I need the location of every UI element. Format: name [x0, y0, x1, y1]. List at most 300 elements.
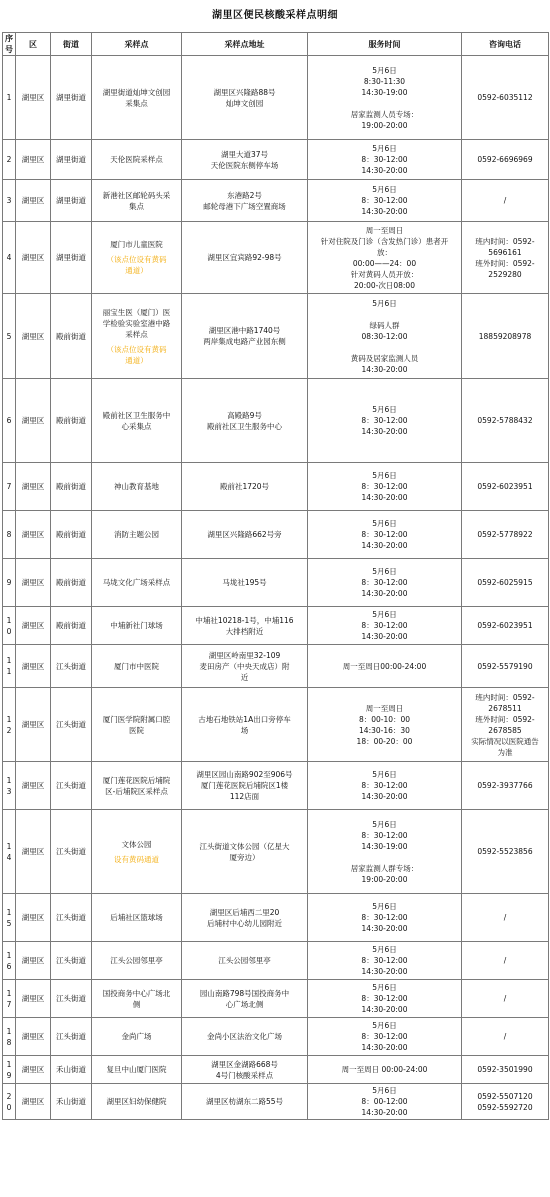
street-cell: 殿前街道 [51, 379, 92, 463]
service-time-line: 5月6日 [372, 1086, 397, 1095]
service-time-line: 居家监测人员专场： [350, 109, 419, 119]
row-number: 18 [3, 1018, 16, 1056]
service-time-line: 14:30-20:00 [361, 792, 408, 801]
site-name-line: 厦门市中医院 [114, 661, 159, 671]
site-cell [92, 607, 182, 645]
address-line: 殿前社区卫生服务中心 [207, 421, 282, 431]
street-cell: 江头街道 [51, 688, 92, 762]
page-title: 湖里区便民核酸采样点明细 [212, 10, 338, 21]
service-time-line: 8：30-12:00 [361, 530, 408, 539]
service-time-line: 14:30-20:00 [361, 924, 408, 933]
address-line: 112店面 [229, 792, 260, 801]
address-line: 灿坤文创园 [225, 98, 264, 108]
site-name-line: 文体公园 [121, 839, 152, 849]
phone-cell [462, 810, 549, 894]
address-cell [182, 294, 308, 379]
phone-cell [462, 607, 549, 645]
table-row [3, 894, 549, 942]
yellow-code-note: （该点位设有黄码 [106, 255, 167, 264]
col-header-site: 采样点 [92, 33, 182, 56]
street-cell: 殿前街道 [51, 294, 92, 379]
phone-cell [462, 294, 549, 379]
service-time-line: 19:00-20:00 [361, 120, 408, 130]
table-row [3, 511, 549, 559]
address-line: 近 [240, 672, 249, 682]
phone-line: 0592-5523856 [477, 847, 533, 856]
service-time-cell [308, 56, 462, 140]
address-line: 大排档附近 [225, 626, 264, 636]
district-cell: 湖里区 [16, 894, 51, 942]
address-line: 两岸集成电路产业园东侧 [203, 337, 286, 346]
address-line: 湖里区宜宾路92-98号 [207, 253, 282, 262]
site-name-line: 湖里区妇幼保健院 [106, 1097, 167, 1106]
row-number: 12 [3, 688, 16, 762]
street-cell: 江头街道 [51, 762, 92, 810]
address-cell [182, 810, 308, 894]
district-cell: 湖里区 [16, 1056, 51, 1084]
service-time-cell [308, 463, 462, 511]
address-line: 马垅社195号 [222, 578, 267, 587]
service-time-line: 14:30-20:00 [361, 1043, 408, 1052]
site-name-line: 金尚广场 [121, 1032, 152, 1041]
service-time-line: 8：30-12:00 [361, 830, 408, 840]
address-cell [182, 894, 308, 942]
phone-line: / [503, 913, 507, 922]
site-cell [92, 894, 182, 942]
street-cell: 湖里街道 [51, 222, 92, 294]
service-time-line: 8：30-12:00 [361, 781, 408, 790]
service-time-line: 5月6日 [372, 405, 397, 414]
col-header-service-time: 服务时间 [308, 33, 462, 56]
street-cell: 殿前街道 [51, 559, 92, 607]
phone-line: / [503, 994, 507, 1003]
site-name-line: 医院 [129, 725, 144, 735]
phone-line: 2678585 [488, 725, 522, 735]
phone-line: 0592-6035112 [477, 93, 533, 102]
service-time-line: 5月6日 [372, 519, 397, 528]
table-row [3, 1084, 549, 1120]
service-time-line: 8：30-12:00 [361, 482, 408, 491]
row-number: 2 [3, 140, 16, 180]
address-cell [182, 222, 308, 294]
address-line: 湖里区港中路1740号 [208, 326, 281, 335]
phone-line: 0592-6696969 [477, 155, 533, 164]
table-row [3, 294, 549, 379]
row-number: 8 [3, 511, 16, 559]
site-name-line: 湖里街道灿坤文创园 [102, 87, 171, 97]
service-time-line: 8：00-10：00 [358, 714, 411, 724]
service-time-line: 5月6日 [372, 819, 397, 829]
district-cell: 湖里区 [16, 1084, 51, 1120]
phone-line: 2678511 [488, 703, 522, 713]
service-time-cell [308, 980, 462, 1018]
address-line: 金尚小区法治文化广场 [207, 1032, 282, 1041]
service-time-line: 5月6日 [372, 770, 397, 779]
row-number: 7 [3, 463, 16, 511]
street-cell: 禾山街道 [51, 1056, 92, 1084]
site-name-line: 区-后埔院区采样点 [105, 786, 168, 796]
site-name-line: 丽宝生医（厦门）医 [102, 307, 171, 317]
table-row [3, 810, 549, 894]
site-name-line: 马垅文化广场采样点 [102, 578, 171, 587]
service-time-cell [308, 140, 462, 180]
service-time-line: 针对黄码人员开放： [350, 269, 419, 279]
service-time-cell [308, 688, 462, 762]
site-name-line: 厦门医学院附属口腔 [102, 714, 171, 724]
site-cell [92, 511, 182, 559]
district-cell: 湖里区 [16, 1018, 51, 1056]
district-cell: 湖里区 [16, 294, 51, 379]
site-name-line: 后埔社区篮球场 [110, 913, 163, 922]
address-line: 东港路2号 [227, 190, 262, 200]
line-spacer [310, 852, 459, 863]
phone-line: 0592-5788432 [477, 416, 533, 425]
phone-line: 0592-6023951 [477, 482, 533, 491]
site-name-line: 侧 [132, 999, 141, 1009]
header-row [3, 33, 549, 56]
site-name-line: 中埔新社门球场 [110, 621, 163, 630]
service-time-line: 8：00-12:00 [361, 1097, 408, 1106]
yellow-code-note: 通道） [125, 355, 148, 365]
site-cell [92, 942, 182, 980]
address-cell [182, 1056, 308, 1084]
address-line: 高殿路9号 [227, 410, 262, 420]
yellow-code-note: （该点位设有黄码 [106, 344, 167, 354]
site-name-line: 国投商务中心广场北 [102, 988, 171, 998]
service-time-line: 5月6日 [372, 1021, 397, 1030]
service-time-cell [308, 379, 462, 463]
address-line: 4号门核酸采样点 [215, 1070, 274, 1080]
phone-cell [462, 1056, 549, 1084]
site-cell [92, 559, 182, 607]
service-time-cell [308, 1084, 462, 1120]
site-cell [92, 379, 182, 463]
col-header-no: 序号 [3, 33, 16, 56]
district-cell: 湖里区 [16, 559, 51, 607]
phone-line: 0592-5507120 [477, 1091, 533, 1101]
street-cell: 江头街道 [51, 645, 92, 688]
service-time-line: 5月6日 [372, 567, 397, 576]
site-cell [92, 810, 182, 894]
service-time-line: 居家监测人群专场： [350, 863, 419, 873]
street-cell: 殿前街道 [51, 511, 92, 559]
service-time-line: 8：30-12:00 [361, 578, 408, 587]
address-line: 殿前社1720号 [219, 482, 270, 491]
address-line: 场 [240, 725, 249, 735]
col-header-phone: 咨询电话 [462, 33, 549, 56]
district-cell: 湖里区 [16, 762, 51, 810]
phone-cell [462, 379, 549, 463]
row-number: 14 [3, 810, 16, 894]
site-cell [92, 645, 182, 688]
service-time-line: 08:30-12:00 [361, 331, 408, 341]
address-cell [182, 762, 308, 810]
phone-cell [462, 140, 549, 180]
service-time-line: 14:30-20:00 [361, 632, 408, 641]
phone-cell [462, 180, 549, 222]
table-row [3, 222, 549, 294]
district-cell: 湖里区 [16, 56, 51, 140]
service-time-line: 14:30-20:00 [361, 1005, 408, 1014]
row-number: 16 [3, 942, 16, 980]
site-name-line: 厦门莲花医院后埔院 [102, 775, 171, 785]
address-line: 湖里区兴隆路88号 [213, 87, 276, 97]
address-line: 麦田房产（中央天成店）附 [199, 661, 290, 671]
service-time-line: 8：30-12:00 [361, 956, 408, 965]
row-number: 10 [3, 607, 16, 645]
street-cell: 湖里街道 [51, 180, 92, 222]
district-cell: 湖里区 [16, 140, 51, 180]
service-time-cell [308, 762, 462, 810]
row-number: 19 [3, 1056, 16, 1084]
address-line: 古地石地铁站1A出口旁停车 [198, 714, 291, 724]
phone-cell [462, 894, 549, 942]
site-name-line: 采样点 [125, 329, 148, 339]
service-time-line: 14:30-20:00 [361, 541, 408, 550]
phone-line: 5696161 [488, 247, 522, 257]
address-cell [182, 180, 308, 222]
row-number: 6 [3, 379, 16, 463]
service-time-cell [308, 559, 462, 607]
district-cell: 湖里区 [16, 379, 51, 463]
table-row [3, 1056, 549, 1084]
street-cell: 江头街道 [51, 894, 92, 942]
address-cell [182, 980, 308, 1018]
table-row [3, 980, 549, 1018]
table-row [3, 379, 549, 463]
street-cell: 江头街道 [51, 1018, 92, 1056]
address-line: 湖里大道37号 [220, 149, 269, 159]
table-row [3, 942, 549, 980]
address-line: 江头公园邻里亭 [218, 956, 271, 965]
address-cell [182, 140, 308, 180]
address-line: 湖里区兴隆路662号旁 [207, 530, 282, 539]
site-cell [92, 980, 182, 1018]
service-time-cell [308, 894, 462, 942]
phone-line: 0592-5592720 [477, 1102, 533, 1112]
phone-cell [462, 762, 549, 810]
table-body [3, 56, 549, 1120]
sampling-sites-table [2, 32, 549, 1120]
row-number: 5 [3, 294, 16, 379]
service-time-line: 周一至周日 [365, 225, 404, 235]
service-time-line: 5月6日 [372, 471, 397, 480]
service-time-line: 14:30-16：30 [359, 725, 410, 735]
phone-line: 0592-5778922 [477, 530, 533, 539]
table-row [3, 56, 549, 140]
phone-line: 18859208978 [478, 331, 532, 341]
address-cell [182, 559, 308, 607]
line-spacer [310, 98, 459, 109]
service-time-line: 14:30-20:00 [361, 1108, 408, 1117]
service-time-cell [308, 180, 462, 222]
yellow-code-note: 设有黄码通道 [114, 854, 159, 864]
col-header-address: 采样点地址 [182, 33, 308, 56]
site-cell [92, 762, 182, 810]
district-cell: 湖里区 [16, 180, 51, 222]
address-line: 心广场北侧 [225, 999, 264, 1009]
phone-line: / [503, 1032, 507, 1041]
service-time-cell [308, 222, 462, 294]
site-name-line: 天伦医院采样点 [110, 155, 163, 164]
address-line: 厦旁边） [229, 852, 260, 862]
service-time-line: 绿码人群 [369, 320, 400, 330]
phone-cell [462, 980, 549, 1018]
street-cell: 殿前街道 [51, 607, 92, 645]
phone-cell [462, 942, 549, 980]
phone-cell [462, 222, 549, 294]
site-cell [92, 56, 182, 140]
address-line: 湖里区岭南里32-109 [208, 650, 281, 660]
service-time-line: 5月6日 [372, 144, 397, 153]
table-row [3, 688, 549, 762]
service-time-line: 黄码及居家监测人员 [350, 353, 419, 363]
phone-cell [462, 511, 549, 559]
district-cell: 湖里区 [16, 511, 51, 559]
service-time-line: 20:00-次日08:00 [354, 280, 415, 290]
col-header-district: 区 [16, 33, 51, 56]
row-number: 4 [3, 222, 16, 294]
address-cell [182, 645, 308, 688]
service-time-line: 14:30-19:00 [361, 87, 408, 97]
phone-cell [462, 688, 549, 762]
service-time-line: 5月6日 [372, 610, 397, 619]
site-cell [92, 1056, 182, 1084]
street-cell: 江头街道 [51, 980, 92, 1018]
address-cell [182, 463, 308, 511]
district-cell: 湖里区 [16, 688, 51, 762]
service-time-cell [308, 607, 462, 645]
service-time-line: 14:30-20:00 [361, 166, 408, 175]
phone-line: 0592-3937766 [477, 781, 533, 790]
site-name-line: 新港社区邮轮码头采 [102, 190, 171, 200]
table-row [3, 180, 549, 222]
service-time-line: 14:30-20:00 [361, 967, 408, 976]
yellow-code-note: 通道） [125, 266, 148, 275]
phone-line: 实际情况以医院通告 [471, 736, 539, 746]
phone-cell [462, 645, 549, 688]
service-time-line: 18：00-20：00 [356, 736, 413, 746]
service-time-line: 5月6日 [372, 185, 397, 194]
service-time-line: 周一至周日 00:00-24:00 [341, 1065, 428, 1074]
phone-cell [462, 559, 549, 607]
address-line: 湖里区园山南路902至906号 [196, 770, 293, 779]
table-row [3, 645, 549, 688]
address-cell [182, 1018, 308, 1056]
address-line: 园山南路798号国投商务中 [199, 988, 290, 998]
site-name-line: 神山教育基地 [114, 482, 159, 491]
table-row [3, 762, 549, 810]
district-cell: 湖里区 [16, 222, 51, 294]
site-cell [92, 1084, 182, 1120]
address-line: 天伦医院东侧停车场 [210, 160, 279, 170]
phone-line: 班外时间：0592- [475, 258, 535, 268]
site-name-line: 江头公园邻里亭 [110, 956, 163, 965]
address-cell [182, 942, 308, 980]
service-time-line: 8：30-12:00 [361, 994, 408, 1003]
street-cell: 江头街道 [51, 810, 92, 894]
address-cell [182, 1084, 308, 1120]
site-name-line: 集点 [129, 201, 144, 211]
service-time-line: 14:30-20:00 [361, 493, 408, 502]
service-time-line: 8：30-12:00 [361, 196, 408, 205]
street-cell: 禾山街道 [51, 1084, 92, 1120]
phone-line: 2529280 [488, 269, 522, 279]
service-time-cell [308, 1056, 462, 1084]
service-time-line: 8：30-12:00 [361, 416, 408, 425]
site-name-line: 殿前社区卫生服务中 [102, 410, 171, 420]
phone-line: 班内时间：0592- [475, 236, 535, 246]
service-time-line: 14:30-20:00 [361, 364, 408, 374]
row-number: 20 [3, 1084, 16, 1120]
service-time-line: 8：30-12:00 [361, 1032, 408, 1041]
service-time-line: 针对住院及门诊（含发热门诊）患者开 [320, 236, 449, 246]
service-time-line: 00:00——24：00 [352, 258, 417, 268]
service-time-line: 8:30-11:30 [363, 76, 406, 86]
phone-cell [462, 463, 549, 511]
row-number: 15 [3, 894, 16, 942]
address-cell [182, 607, 308, 645]
address-cell [182, 511, 308, 559]
address-cell [182, 688, 308, 762]
site-name-line: 复旦中山厦门医院 [106, 1065, 167, 1074]
address-line: 湖里区枋湖东二路55号 [205, 1097, 284, 1106]
row-number: 3 [3, 180, 16, 222]
table-row [3, 140, 549, 180]
address-cell [182, 56, 308, 140]
district-cell: 湖里区 [16, 607, 51, 645]
service-time-line: 14:30-20:00 [361, 207, 408, 216]
address-line: 江头街道文体公园（亿星大 [199, 841, 290, 851]
address-line: 邮轮母港下广场空置商场 [203, 201, 286, 211]
address-line: 后埔村中心幼儿园附近 [207, 918, 282, 928]
street-cell: 江头街道 [51, 942, 92, 980]
site-cell [92, 294, 182, 379]
address-line: 湖里区后埔西二里20 [209, 907, 280, 917]
service-time-cell [308, 1018, 462, 1056]
site-name-line: 学检验实验室港中路 [102, 318, 171, 328]
address-line: 中埔社10218-1号，中埔116 [195, 615, 294, 625]
phone-line: / [503, 196, 507, 205]
district-cell: 湖里区 [16, 810, 51, 894]
site-cell [92, 1018, 182, 1056]
phone-line: / [503, 956, 507, 965]
service-time-cell [308, 294, 462, 379]
col-header-street: 街道 [51, 33, 92, 56]
site-name-line: 采集点 [125, 98, 148, 108]
row-number: 9 [3, 559, 16, 607]
row-number: 17 [3, 980, 16, 1018]
service-time-line: 8：30-12:00 [361, 913, 408, 922]
service-time-line: 14:30-20:00 [361, 427, 408, 436]
street-cell: 湖里街道 [51, 140, 92, 180]
line-spacer [310, 342, 459, 353]
district-cell: 湖里区 [16, 645, 51, 688]
table-row [3, 559, 549, 607]
service-time-line: 14:30-20:00 [361, 589, 408, 598]
district-cell: 湖里区 [16, 942, 51, 980]
service-time-cell [308, 942, 462, 980]
row-number: 11 [3, 645, 16, 688]
street-cell: 殿前街道 [51, 463, 92, 511]
table-row [3, 463, 549, 511]
service-time-line: 5月6日 [372, 945, 397, 954]
row-number: 13 [3, 762, 16, 810]
table-row [3, 607, 549, 645]
line-spacer [310, 309, 459, 320]
street-cell: 湖里街道 [51, 56, 92, 140]
service-time-line: 放： [377, 247, 392, 257]
